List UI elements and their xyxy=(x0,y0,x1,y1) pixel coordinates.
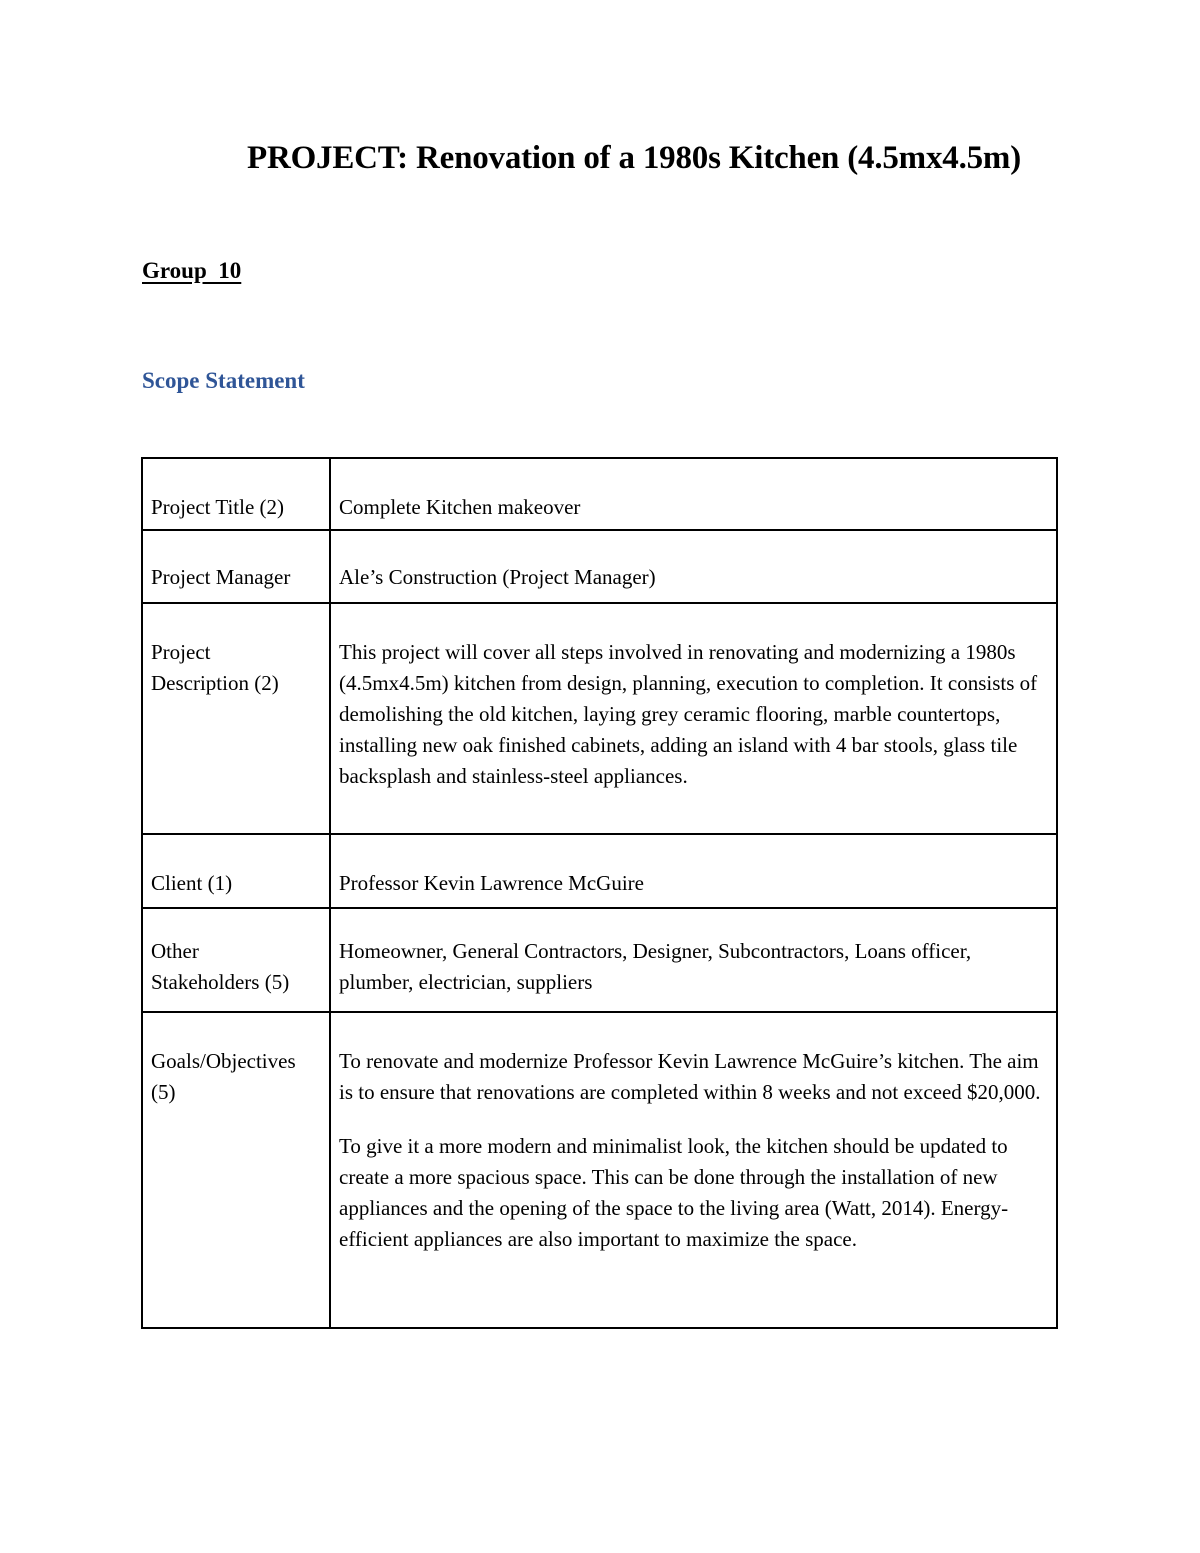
row-value xyxy=(330,834,1057,908)
table-row-goals-objectives xyxy=(142,1012,1057,1328)
table-row-client xyxy=(142,834,1057,908)
row-value xyxy=(330,530,1057,603)
row-label: Project Manager xyxy=(142,530,330,603)
row-value xyxy=(330,458,1057,530)
row-value-paragraph: To renovate and modernize Professor Kevin Lawrence McGuire’s kitchen. The aim is to ensure that renovations are completed within 8 weeks and not exceed $20,000. xyxy=(339,1049,1041,1104)
row-value xyxy=(330,603,1057,834)
group-label: Group 10 xyxy=(142,258,242,283)
row-value-paragraph: This project will cover all steps involved in renovating and modernizing a 1980s (4.5mx4.5m) kitchen from design, planning, execution to completion. It consists of demolishing the old kitchen, laying grey ceramic flooring, marble countertops, installing new oak finished cabinets, adding an island with 4 bar stools, glass tile backsplash and stainless-steel appliances. xyxy=(339,640,1038,788)
table-row-other-stakeholders xyxy=(142,908,1057,1012)
document-title: PROJECT: Renovation of a 1980s Kitchen (4.5mx4.5m) xyxy=(246,140,1021,176)
row-value-paragraph: Complete Kitchen makeover xyxy=(339,495,581,519)
row-value-paragraph: Professor Kevin Lawrence McGuire xyxy=(339,871,644,895)
row-value xyxy=(330,908,1057,1012)
scope-statement-table xyxy=(141,457,1058,1329)
row-value-paragraph: Homeowner, General Contractors, Designer, Subcontractors, Loans officer, plumber, electrician, suppliers xyxy=(339,939,972,994)
section-heading-scope-statement: Scope Statement xyxy=(142,368,305,393)
table-row-project-description xyxy=(142,603,1057,834)
row-value xyxy=(330,1012,1057,1328)
row-label-text: Other Stakeholders (5) xyxy=(151,939,290,994)
row-label-text: Project Description (2) xyxy=(151,640,279,695)
row-value-paragraph: Ale’s Construction (Project Manager) xyxy=(339,565,656,589)
row-value-paragraph: To give it a more modern and minimalist look, the kitchen should be updated to create a more spacious space. This can be done through the installation of new appliances and the opening of the space to the living area (Watt, 2014). Energy-efficient appliances are also important to maximize the space. xyxy=(339,1134,1009,1251)
row-label: Project Title (2) xyxy=(142,458,330,530)
row-label xyxy=(142,603,330,834)
row-label xyxy=(142,908,330,1012)
row-label xyxy=(142,1012,330,1328)
row-label: Client (1) xyxy=(142,834,330,908)
table-row-project-manager xyxy=(142,530,1057,603)
row-label-text: Goals/Objectives (5) xyxy=(151,1049,296,1104)
table-row-project-title xyxy=(142,458,1057,530)
